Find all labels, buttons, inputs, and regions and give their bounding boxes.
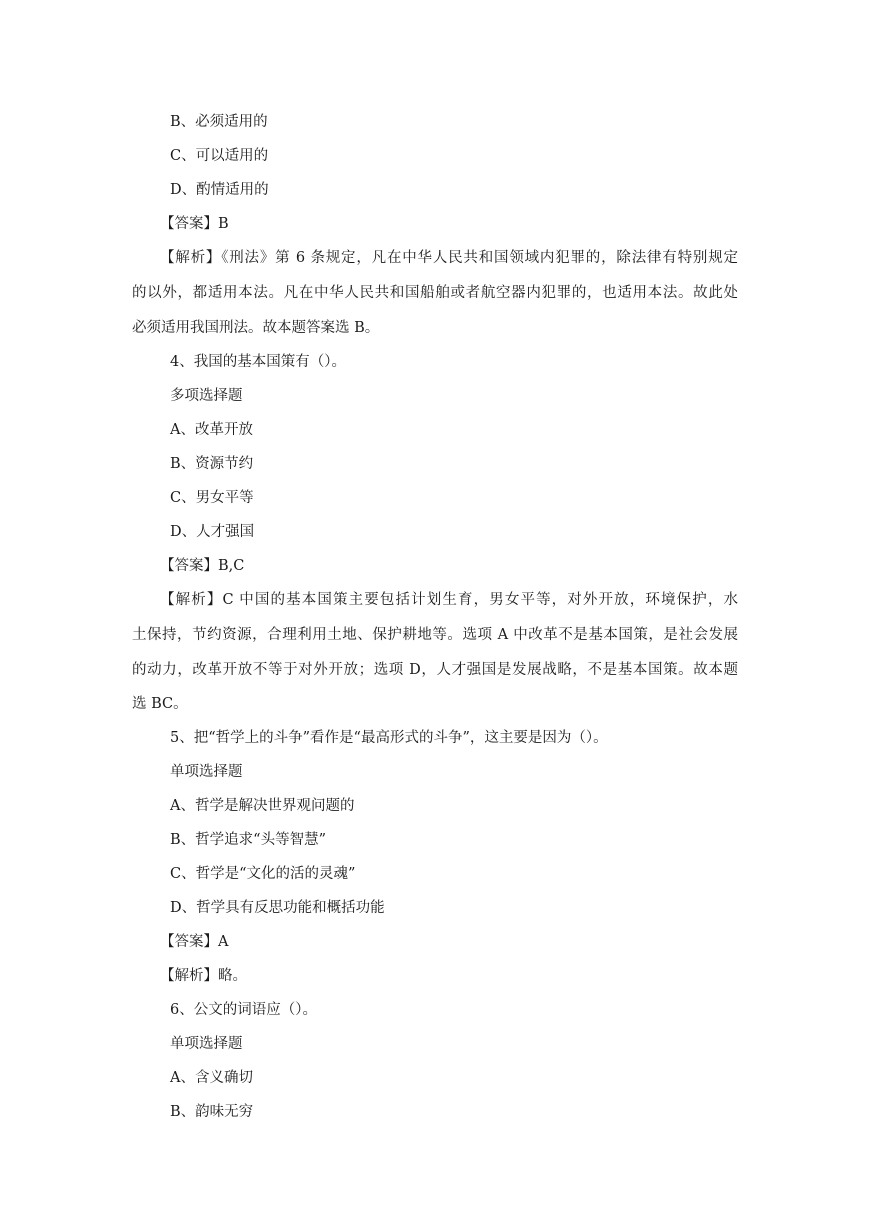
option-d: D、人才强国 bbox=[170, 524, 255, 540]
option-a: A、含义确切 bbox=[170, 1070, 253, 1086]
option-c: C、男女平等 bbox=[170, 490, 254, 506]
question-type: 单项选择题 bbox=[170, 764, 243, 780]
question-text: 6、公文的词语应（）。 bbox=[170, 1002, 317, 1018]
question-type: 单项选择题 bbox=[170, 1036, 243, 1052]
option-d: D、酌情适用的 bbox=[170, 182, 269, 198]
answer: 【答案】B,C bbox=[160, 558, 245, 574]
analysis-line: 必须适用我国刑法。故本题答案选 B。 bbox=[132, 320, 380, 336]
option-b: B、韵味无穷 bbox=[170, 1104, 254, 1120]
option-a: A、改革开放 bbox=[170, 422, 253, 438]
analysis-line: 【解析】C 中国的基本国策主要包括计划生育，男女平等，对外开放，环境保护，水 bbox=[160, 592, 738, 608]
option-c: C、可以适用的 bbox=[170, 148, 269, 164]
analysis: 【解析】略。 bbox=[160, 968, 247, 984]
analysis-line: 选 BC。 bbox=[132, 696, 188, 712]
option-d: D、哲学具有反思功能和概括功能 bbox=[170, 900, 385, 916]
answer: 【答案】B bbox=[160, 216, 229, 232]
analysis-line: 土保持，节约资源，合理利用土地、保护耕地等。选项 A 中改革不是基本国策，是社会发展 bbox=[132, 627, 738, 643]
question-text: 5、把“哲学上的斗争”看作是“最高形式的斗争”，这主要是因为（）。 bbox=[170, 730, 608, 746]
analysis-line: 的以外，都适用本法。凡在中华人民共和国船舶或者航空器内犯罪的，也适用本法。故此处 bbox=[132, 285, 738, 301]
question-text: 4、我国的基本国策有（）。 bbox=[170, 354, 346, 370]
analysis-line: 的动力，改革开放不等于对外开放；选项 D，人才强国是发展战略，不是基本国策。故本题 bbox=[132, 662, 738, 678]
option-a: A、哲学是解决世界观问题的 bbox=[170, 798, 355, 814]
answer: 【答案】A bbox=[160, 934, 229, 950]
option-c: C、哲学是“文化的活的灵魂” bbox=[170, 866, 356, 882]
option-b: B、必须适用的 bbox=[170, 114, 268, 130]
option-b: B、哲学追求“头等智慧” bbox=[170, 832, 326, 848]
question-type: 多项选择题 bbox=[170, 388, 243, 404]
analysis-line: 【解析】《刑法》第 6 条规定，凡在中华人民共和国领域内犯罪的，除法律有特别规定 bbox=[160, 250, 738, 266]
option-b: B、资源节约 bbox=[170, 456, 254, 472]
